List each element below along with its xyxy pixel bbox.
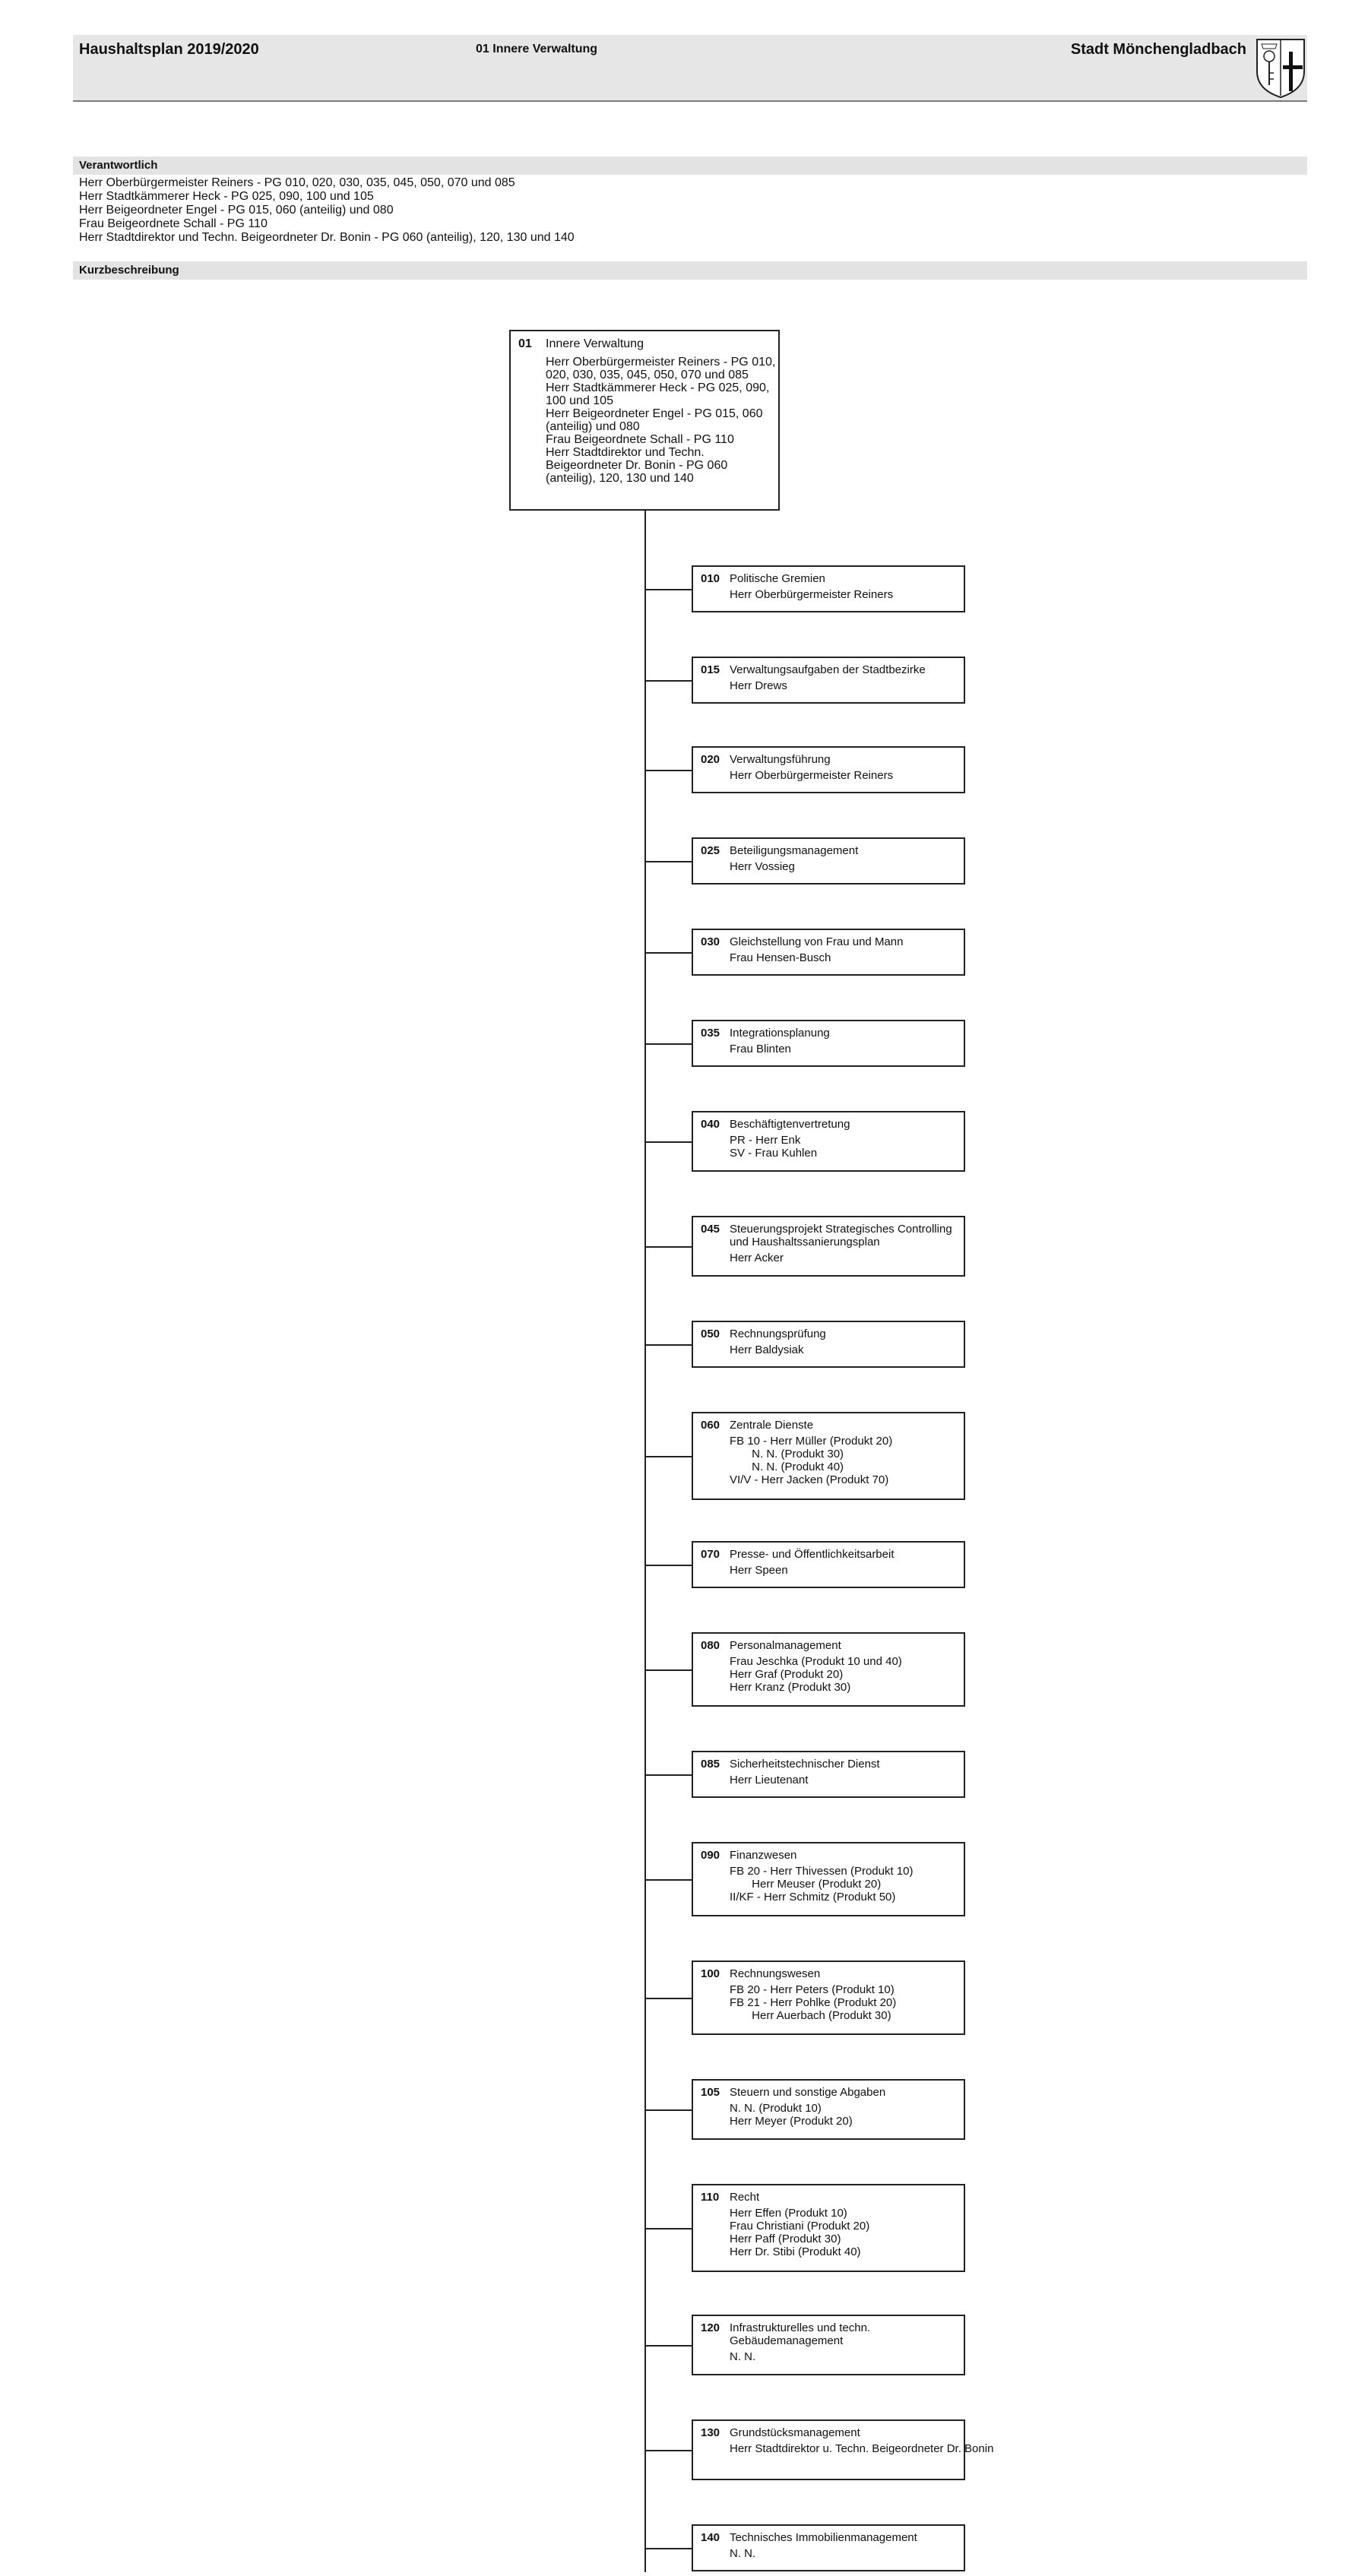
unit-responsible-list (730, 2102, 961, 2128)
responsible-line: Herr Stadtdirektor und Techn. Beigeordneter Dr. Bonin - PG 060 (anteilig), 120, 130 und 140 (79, 231, 575, 244)
unit-name: Beteiligungsmanagement (730, 844, 859, 857)
unit-code: 090 (701, 1849, 720, 1862)
unit-name: Politische Gremien (730, 572, 825, 585)
unit-responsible-line: N. N. (730, 2350, 756, 2363)
unit-responsible-line: Frau Hensen-Busch (730, 951, 831, 964)
connector-line (644, 589, 692, 590)
unit-code: 025 (701, 844, 720, 857)
unit-name: Sicherheitstechnischer Dienst (730, 1758, 880, 1771)
unit-responsible-list (730, 1134, 961, 1160)
unit-responsible-line: Herr Speen (730, 1564, 788, 1577)
unit-name: Presse- und Öffentlichkeitsarbeit (730, 1548, 895, 1561)
unit-responsible-line: Herr Vossieg (730, 860, 795, 873)
responsible-heading: Verantwortlich (79, 159, 158, 172)
unit-responsible-line: Frau Christiani (Produkt 20) (730, 2220, 870, 2233)
responsible-line: Herr Oberbürgermeister Reiners - PG 010, 020, 030, 035, 045, 050, 070 und 085 (79, 176, 515, 189)
unit-responsible-list (730, 588, 961, 601)
unit-responsible-line: FB 21 - Herr Pohlke (Produkt 20) (730, 1996, 897, 2009)
unit-responsible-list (730, 769, 961, 782)
unit-responsible-line: FB 20 - Herr Thivessen (Produkt 10) (730, 1865, 914, 1878)
unit-responsible-list (730, 1043, 961, 1055)
city-coat-of-arms-icon (1254, 35, 1307, 99)
connector-line (644, 861, 692, 862)
root-name: Innere Verwaltung (546, 337, 644, 350)
unit-code: 140 (701, 2531, 720, 2544)
section-title: 01 Innere Verwaltung (476, 43, 598, 55)
org-unit-box (692, 565, 965, 612)
responsible-line: Herr Stadtkämmerer Heck - PG 025, 090, 100 und 105 (79, 190, 374, 203)
unit-responsible-list (730, 1343, 961, 1356)
unit-responsible-line: SV - Frau Kuhlen (730, 1147, 818, 1160)
unit-responsible-list (730, 1655, 961, 1694)
unit-responsible-line: N. N. (Produkt 30) (730, 1448, 844, 1460)
responsible-line: Herr Beigeordneter Engel - PG 015, 060 (anteilig) und 080 (79, 204, 394, 217)
root-line: Herr Beigeordneter Engel - PG 015, 060 (anteilig) und 080 (546, 407, 763, 433)
unit-code: 045 (701, 1223, 720, 1236)
unit-responsible-list (730, 2207, 961, 2258)
unit-responsible-list (730, 1983, 961, 2022)
connector-line (644, 1565, 692, 1566)
unit-responsible-line: FB 20 - Herr Peters (Produkt 10) (730, 1983, 895, 1996)
unit-responsible-line: Herr Graf (Produkt 20) (730, 1668, 844, 1681)
unit-code: 110 (701, 2191, 720, 2204)
unit-responsible-list (730, 1252, 961, 1264)
unit-responsible-line: Herr Drews (730, 679, 787, 692)
unit-responsible-line: Herr Dr. Stibi (Produkt 40) (730, 2245, 861, 2258)
org-unit-box (692, 1632, 965, 1707)
org-unit-box (692, 1412, 965, 1500)
connector-line (644, 1141, 692, 1143)
connector-line (644, 1043, 692, 1045)
unit-responsible-line: Frau Blinten (730, 1043, 791, 1055)
unit-name: Beschäftigtenvertretung (730, 1118, 850, 1131)
org-unit-box (692, 929, 965, 976)
org-unit-box (692, 657, 965, 704)
org-unit-box (692, 2315, 965, 2375)
unit-responsible-line: VI/V - Herr Jacken (Produkt 70) (730, 1473, 889, 1486)
unit-responsible-line: Herr Baldysiak (730, 1343, 804, 1356)
connector-line (644, 2109, 692, 2111)
unit-responsible-list (730, 2547, 961, 2560)
unit-responsible-line: Herr Auerbach (Produkt 30) (730, 2009, 891, 2022)
unit-responsible-line: II/KF - Herr Schmitz (Produkt 50) (730, 1891, 896, 1904)
unit-responsible-line: Herr Effen (Produkt 10) (730, 2207, 847, 2220)
connector-line (644, 952, 692, 954)
unit-name: Gleichstellung von Frau und Mann (730, 935, 904, 948)
unit-name: Infrastrukturelles und techn. Gebäudemanagement (730, 2321, 871, 2347)
connector-line (644, 1669, 692, 1671)
unit-name: Recht (730, 2191, 760, 2204)
summary-heading: Kurzbeschreibung (79, 264, 179, 277)
org-unit-box (692, 1842, 965, 1916)
unit-name: Finanzwesen (730, 1849, 797, 1862)
unit-name: Rechnungsprüfung (730, 1328, 826, 1340)
org-trunk-line (644, 511, 646, 2572)
connector-line (644, 1879, 692, 1881)
connector-line (644, 1456, 692, 1457)
unit-responsible-line: N. N. (Produkt 10) (730, 2102, 822, 2115)
unit-responsible-list (730, 1774, 961, 1786)
unit-name: Steuerungsprojekt Strategisches Controlling und Haushaltssanierungsplan (730, 1223, 952, 1248)
unit-responsible-line: FB 10 - Herr Müller (Produkt 20) (730, 1435, 893, 1448)
root-line: Herr Oberbürgermeister Reiners - PG 010, 020, 030, 035, 045, 050, 070 und 085 (546, 356, 776, 381)
org-unit-box (692, 2184, 965, 2272)
root-line: Herr Stadtdirektor und Techn. Beigeordneter Dr. Bonin - PG 060 (anteilig), 120, 130 und 140 (546, 446, 728, 485)
root-code: 01 (518, 337, 532, 350)
unit-name: Verwaltungsaufgaben der Stadtbezirke (730, 663, 926, 676)
org-unit-box (692, 1321, 965, 1368)
unit-responsible-list (730, 2442, 994, 2455)
connector-line (644, 770, 692, 771)
unit-responsible-list (730, 951, 961, 964)
responsible-line: Frau Beigeordnete Schall - PG 110 (79, 217, 268, 230)
connector-line (644, 2345, 692, 2347)
unit-responsible-list (730, 1865, 961, 1904)
connector-line (644, 2548, 692, 2549)
org-unit-box (692, 2419, 994, 2480)
unit-responsible-line: N. N. (730, 2547, 756, 2560)
unit-code: 035 (701, 1027, 720, 1040)
unit-name: Zentrale Dienste (730, 1419, 814, 1432)
unit-code: 050 (701, 1328, 720, 1340)
unit-name: Technisches Immobilienmanagement (730, 2531, 917, 2544)
unit-code: 080 (701, 1639, 720, 1652)
connector-line (644, 1246, 692, 1248)
org-unit-box (692, 1751, 965, 1798)
unit-name: Grundstücksmanagement (730, 2426, 860, 2439)
org-unit-box (692, 746, 965, 793)
unit-code: 040 (701, 1118, 720, 1131)
unit-name: Steuern und sonstige Abgaben (730, 2086, 886, 2099)
root-line: Herr Stadtkämmerer Heck - PG 025, 090, 100 und 105 (546, 381, 770, 407)
unit-responsible-line: N. N. (Produkt 40) (730, 1460, 844, 1473)
unit-code: 070 (701, 1548, 720, 1561)
connector-line (644, 1998, 692, 1999)
unit-code: 060 (701, 1419, 720, 1432)
page-header (73, 35, 1307, 102)
org-unit-box (692, 1216, 965, 1277)
org-unit-box (692, 1960, 965, 2035)
org-unit-box (692, 2524, 965, 2571)
unit-responsible-line: Frau Jeschka (Produkt 10 und 40) (730, 1655, 902, 1668)
unit-responsible-line: Herr Meuser (Produkt 20) (730, 1878, 882, 1891)
unit-responsible-line: Herr Acker (730, 1252, 784, 1264)
unit-responsible-line: Herr Paff (Produkt 30) (730, 2233, 841, 2245)
unit-code: 100 (701, 1967, 720, 1980)
org-unit-box (692, 2079, 965, 2140)
unit-code: 030 (701, 935, 720, 948)
unit-responsible-line: Herr Lieutenant (730, 1774, 809, 1786)
unit-code: 020 (701, 753, 720, 766)
unit-code: 130 (701, 2426, 720, 2439)
unit-name: Personalmanagement (730, 1639, 841, 1652)
org-root-box (509, 330, 780, 511)
unit-code: 085 (701, 1758, 720, 1771)
summary-heading-bar (73, 261, 1307, 280)
city-name: Stadt Mönchengladbach (1070, 41, 1246, 58)
document-title: Haushaltsplan 2019/2020 (79, 41, 259, 58)
unit-responsible-list (730, 679, 961, 692)
responsible-list (79, 176, 575, 245)
unit-responsible-list (730, 1564, 961, 1577)
unit-name: Verwaltungsführung (730, 753, 831, 766)
unit-responsible-line: Herr Meyer (Produkt 20) (730, 2115, 853, 2128)
unit-responsible-list (730, 1435, 961, 1486)
unit-name: Integrationsplanung (730, 1027, 830, 1040)
unit-code: 010 (701, 572, 720, 585)
unit-responsible-list (730, 860, 961, 873)
org-unit-box (692, 1111, 965, 1172)
root-responsible-list (546, 356, 777, 485)
unit-responsible-list (730, 2350, 961, 2363)
unit-responsible-line: Herr Stadtdirektor u. Techn. Beigeordneter Dr. Bonin (730, 2442, 994, 2455)
org-unit-box (692, 837, 965, 885)
unit-responsible-line: Herr Oberbürgermeister Reiners (730, 588, 894, 601)
connector-line (644, 1774, 692, 1776)
connector-line (644, 1344, 692, 1346)
connector-line (644, 2450, 692, 2451)
root-line: Frau Beigeordnete Schall - PG 110 (546, 433, 734, 446)
unit-responsible-line: Herr Oberbürgermeister Reiners (730, 769, 894, 782)
org-unit-box (692, 1541, 965, 1588)
unit-code: 105 (701, 2086, 720, 2099)
unit-responsible-line: Herr Kranz (Produkt 30) (730, 1681, 851, 1694)
connector-line (644, 680, 692, 682)
unit-responsible-line: PR - Herr Enk (730, 1134, 801, 1147)
responsible-heading-bar (73, 157, 1307, 175)
unit-name: Rechnungswesen (730, 1967, 821, 1980)
connector-line (644, 2228, 692, 2229)
org-unit-box (692, 1020, 965, 1067)
unit-code: 015 (701, 663, 720, 676)
unit-code: 120 (701, 2321, 720, 2334)
